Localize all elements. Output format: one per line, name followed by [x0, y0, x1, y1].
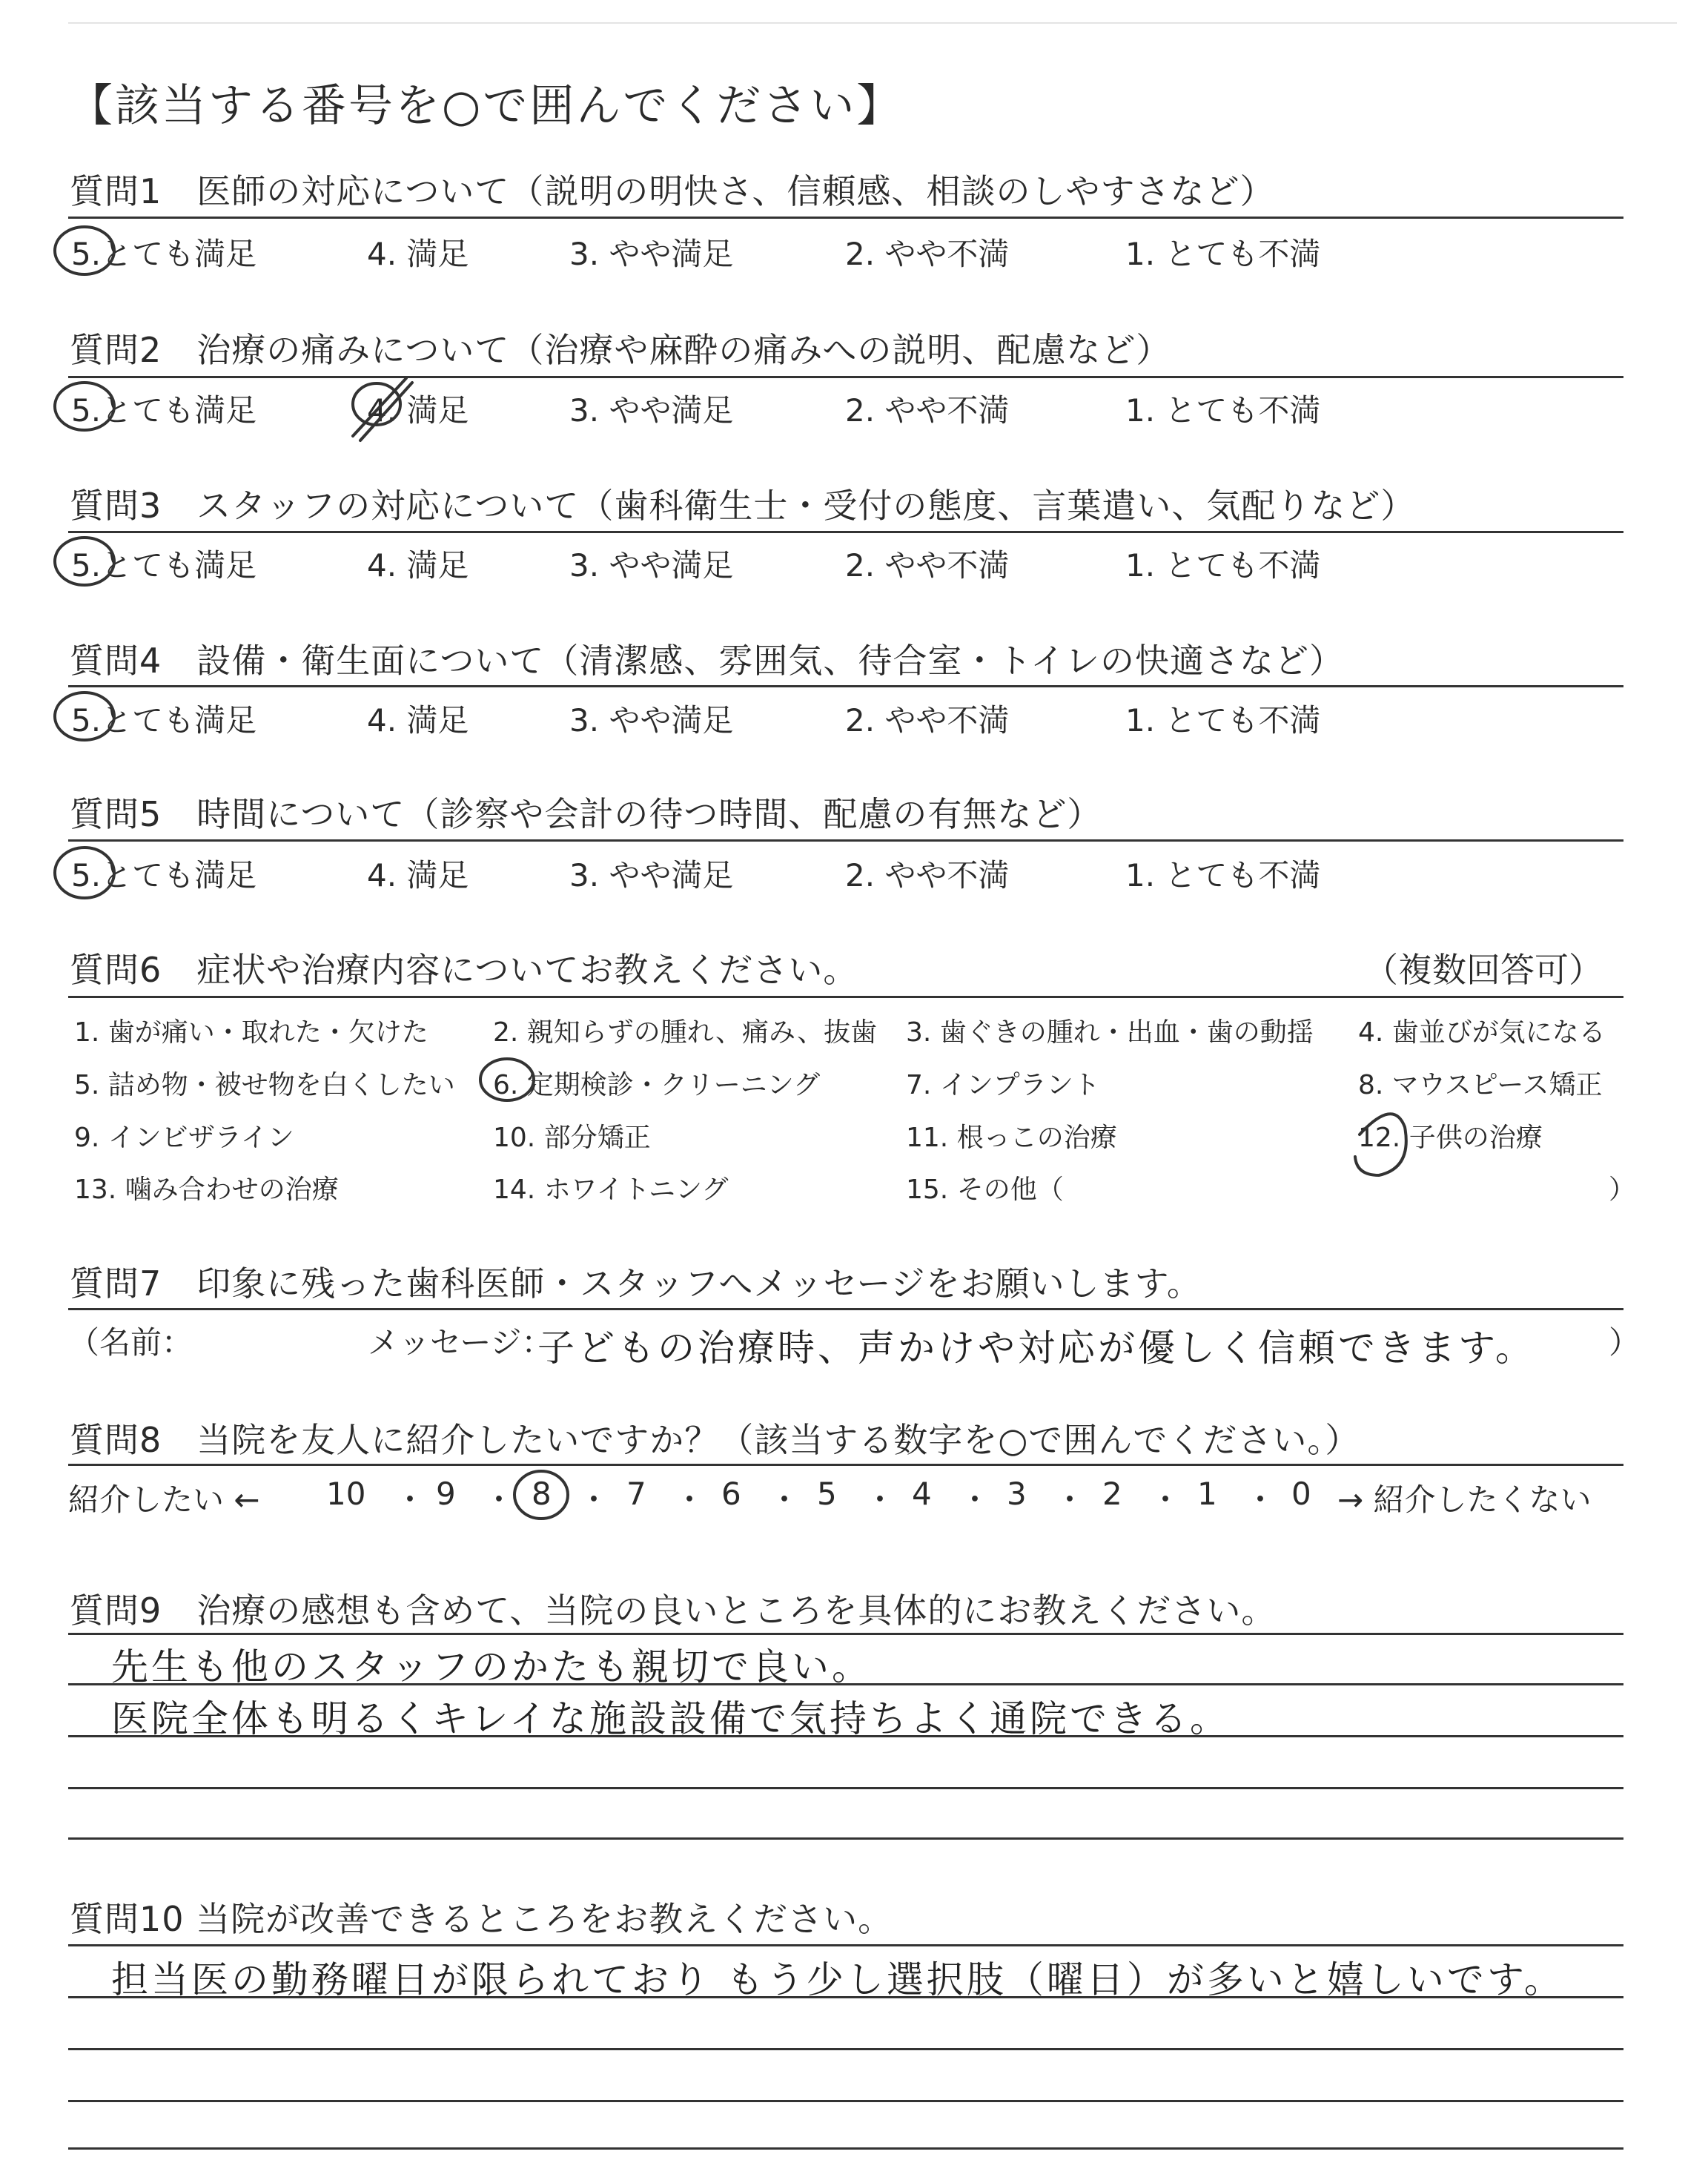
- q8-dot: ・: [483, 1482, 515, 1518]
- q8-scale-7[interactable]: 7: [626, 1476, 646, 1512]
- q4-option-2[interactable]: 2. やや不満: [845, 702, 1010, 739]
- q9-handwritten-line-1: 先生も他のスタッフのかたも親切で良い。: [111, 1645, 872, 1688]
- q2-option-1[interactable]: 1. とても不満: [1125, 392, 1321, 429]
- q6-item[interactable]: 2. 親知らずの腫れ、痛み、抜歯: [493, 1017, 878, 1048]
- question-8-rule: [68, 1464, 1623, 1466]
- q3-option-5[interactable]: 5.とても満足: [71, 547, 257, 584]
- answer-line: [68, 1837, 1623, 1840]
- q2-option-3[interactable]: 3. やや満足: [569, 392, 734, 429]
- q4-option-1[interactable]: 1. とても不満: [1125, 702, 1321, 739]
- q8-scale-2[interactable]: 2: [1102, 1476, 1122, 1512]
- q6-other-close: ）: [1609, 1175, 1636, 1205]
- question-9-rule: [68, 1633, 1623, 1635]
- q6-item[interactable]: 5. 詰め物・被せ物を白くしたい: [74, 1070, 455, 1100]
- q8-dot: ・: [578, 1482, 610, 1518]
- q6-item[interactable]: 11. 根っこの治療: [906, 1123, 1117, 1153]
- q8-scale-9[interactable]: 9: [436, 1476, 456, 1512]
- question-1-rule: [68, 217, 1623, 219]
- q6-item[interactable]: 10. 部分矯正: [493, 1123, 651, 1153]
- scan-edge-line: [68, 22, 1677, 24]
- question-6-note: （複数回答可）: [1364, 950, 1603, 990]
- q2-option-5[interactable]: 5.とても満足: [71, 392, 257, 429]
- question-4-rule: [68, 685, 1623, 687]
- question-1-title: 質問1 医師の対応について（説明の明快さ、信頼感、相談のしやすさなど）: [70, 171, 1275, 211]
- q3-option-3[interactable]: 3. やや満足: [569, 547, 734, 584]
- question-3-title: 質問3 スタッフの対応について（歯科衛生士・受付の態度、言葉遣い、気配りなど）: [70, 486, 1416, 526]
- q2-option-2[interactable]: 2. やや不満: [845, 392, 1010, 429]
- q5-option-1[interactable]: 1. とても不満: [1125, 857, 1321, 894]
- q3-option-1[interactable]: 1. とても不満: [1125, 547, 1321, 584]
- q8-right-label: → 紹介したくない: [1337, 1482, 1592, 1518]
- q8-dot: ・: [1054, 1482, 1086, 1518]
- q3-option-2[interactable]: 2. やや不満: [845, 547, 1010, 584]
- q8-scale-6[interactable]: 6: [721, 1476, 741, 1512]
- q8-left-label: 紹介したい ←: [68, 1482, 260, 1518]
- answer-line: [68, 2048, 1623, 2050]
- q4-option-4[interactable]: 4. 満足: [367, 702, 469, 739]
- question-9-title: 質問9 治療の感想も含めて、当院の良いところを具体的にお教えください。: [70, 1591, 1277, 1631]
- q1-option-1[interactable]: 1. とても不満: [1125, 236, 1321, 272]
- question-5-title: 質問5 時間について（診察や会計の待つ時間、配慮の有無など）: [70, 794, 1102, 834]
- q8-scale-10[interactable]: 10: [326, 1476, 366, 1512]
- q8-scale-3[interactable]: 3: [1007, 1476, 1027, 1512]
- q5-option-2[interactable]: 2. やや不満: [845, 857, 1010, 894]
- q6-item[interactable]: 7. インプラント: [906, 1070, 1100, 1100]
- question-10-rule: [68, 1944, 1623, 1946]
- q6-item[interactable]: 15. その他（: [906, 1175, 1064, 1205]
- question-7-rule: [68, 1308, 1623, 1310]
- q6-item[interactable]: 6. 定期検診・クリーニング: [493, 1070, 821, 1100]
- q8-dot: ・: [394, 1482, 426, 1518]
- question-7-title: 質問7 印象に残った歯科医師・スタッフへメッセージをお願いします。: [70, 1264, 1202, 1304]
- q6-item[interactable]: 3. 歯ぐきの腫れ・出血・歯の動揺: [906, 1017, 1314, 1048]
- q5-option-3[interactable]: 3. やや満足: [569, 857, 734, 894]
- q8-dot: ・: [769, 1482, 801, 1518]
- q8-dot: ・: [674, 1482, 706, 1518]
- question-10-title: 質問10 当院が改善できるところをお教えください。: [70, 1899, 893, 1939]
- q8-scale-0[interactable]: 0: [1291, 1476, 1311, 1512]
- question-6-rule: [68, 996, 1623, 998]
- answer-line: [68, 2100, 1623, 2102]
- q10-handwritten-line-1: 担当医の勤務曜日が限られており もう少し選択肢（曜日）が多いと嬉しいです。: [111, 1958, 1564, 2001]
- question-8-title: 質問8 当院を友人に紹介したいですか？（該当する数字を○で囲んでください。）: [70, 1420, 1360, 1460]
- q8-dot: ・: [1150, 1482, 1182, 1518]
- question-6-title: 質問6 症状や治療内容についてお教えください。: [70, 950, 858, 990]
- q6-item[interactable]: 8. マウスピース矯正: [1358, 1070, 1603, 1100]
- q7-message-label: メッセージ：: [368, 1324, 553, 1361]
- q6-item[interactable]: 9. インビザライン: [74, 1123, 294, 1153]
- q6-item[interactable]: 1. 歯が痛い・取れた・欠けた: [74, 1017, 428, 1048]
- q5-option-5[interactable]: 5.とても満足: [71, 857, 257, 894]
- question-2-rule: [68, 376, 1623, 378]
- q8-scale-8[interactable]: 8: [532, 1476, 552, 1512]
- q3-option-4[interactable]: 4. 満足: [367, 547, 469, 584]
- q2-option-4[interactable]: 4. 満足: [367, 392, 469, 429]
- q4-option-3[interactable]: 3. やや満足: [569, 702, 734, 739]
- q6-item[interactable]: 4. 歯並びが気になる: [1358, 1017, 1606, 1048]
- q7-name-label: （名前：: [68, 1324, 193, 1361]
- q8-scale-5[interactable]: 5: [817, 1476, 837, 1512]
- answer-line: [68, 1787, 1623, 1789]
- q7-handwritten-message: 子どもの治療時、声かけや対応が優しく信頼できます。: [537, 1327, 1535, 1370]
- q1-option-4[interactable]: 4. 満足: [367, 236, 469, 272]
- question-5-rule: [68, 839, 1623, 842]
- q1-option-3[interactable]: 3. やや満足: [569, 236, 734, 272]
- q4-option-5[interactable]: 5.とても満足: [71, 702, 257, 739]
- q8-dot: ・: [959, 1482, 991, 1518]
- answer-line: [68, 2147, 1623, 2150]
- q8-scale-1[interactable]: 1: [1197, 1476, 1217, 1512]
- q9-handwritten-line-2: 医院全体も明るくキレイな施設設備で気持ちよく通院できる。: [111, 1697, 1230, 1740]
- q8-dot: ・: [1245, 1482, 1277, 1518]
- page-title: 【該当する番号を○で囲んでください】: [68, 80, 904, 132]
- q6-item[interactable]: 12. 子供の治療: [1358, 1123, 1543, 1153]
- q1-option-5[interactable]: 5.とても満足: [71, 236, 257, 272]
- question-3-rule: [68, 531, 1623, 533]
- q8-scale-4[interactable]: 4: [912, 1476, 932, 1512]
- q8-dot: ・: [864, 1482, 896, 1518]
- q6-item[interactable]: 13. 噛み合わせの治療: [74, 1175, 339, 1205]
- question-4-title: 質問4 設備・衛生面について（清潔感、雰囲気、待合室・トイレの快適さなど）: [70, 641, 1345, 681]
- q5-option-4[interactable]: 4. 満足: [367, 857, 469, 894]
- q7-close: ）: [1609, 1324, 1641, 1361]
- q1-option-2[interactable]: 2. やや不満: [845, 236, 1010, 272]
- q6-item[interactable]: 14. ホワイトニング: [493, 1175, 729, 1205]
- question-2-title: 質問2 治療の痛みについて（治療や麻酔の痛みへの説明、配慮など）: [70, 330, 1171, 370]
